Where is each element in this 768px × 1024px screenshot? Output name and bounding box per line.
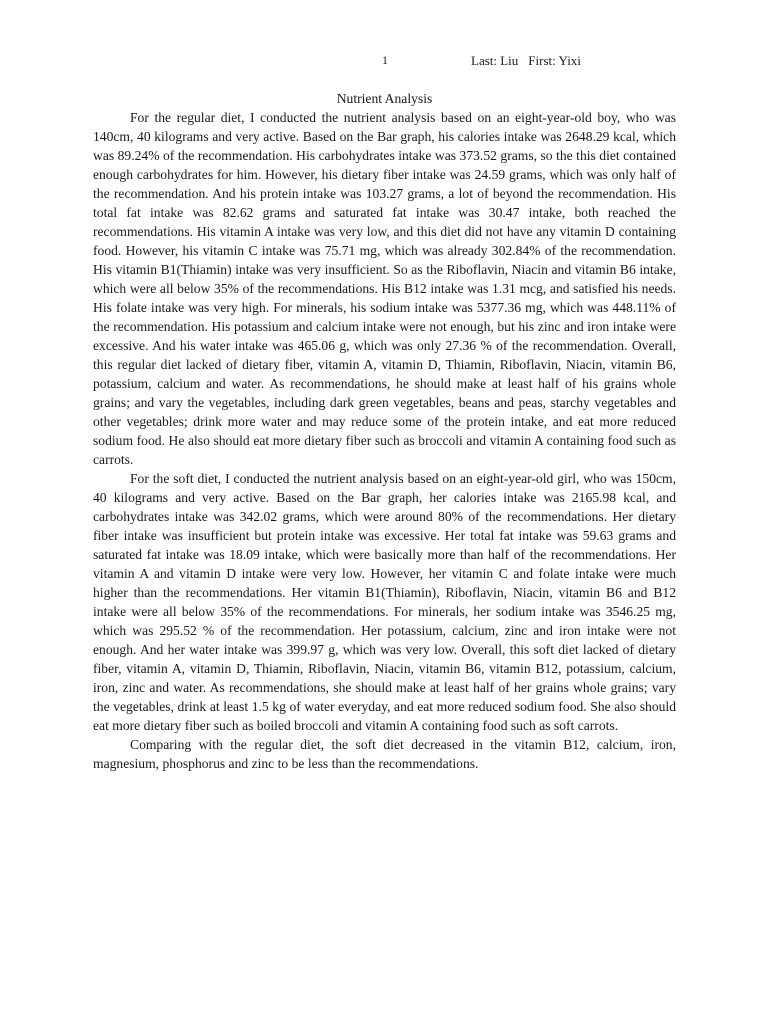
paragraph-soft-diet: For the soft diet, I conducted the nutrient analysis based on an eight-year-old girl, who was 150cm, 40 kilograms and very active. Based on the Bar graph, her calories intake was 2165.98 kcal, and carbohydrates intake was 342.02 grams, which were around 80% of the recommendations. Her dietary fiber intake was insufficient but protein intake was excessive. Her total fat intake was 59.63 grams and saturated fat intake was 18.09 intake, which were basically more than half of the recommendations. Her vitamin A and vitamin D intake were very low. However, her vitamin C and folate intake were much higher than the recommendations. Her vitamin B1(Thiamin), Riboflavin, Niacin, vitamin B6 and B12 intake were all below 35% of the recommendations. For minerals, her sodium intake was 3546.25 mg, which was 295.52 % of the recommendation. Her potassium, calcium, zinc and iron intake were not enough. And her water intake was 399.97 g, which was very low. Overall, this soft diet lacked of dietary fiber, vitamin A, vitamin D, Thiamin, Riboflavin, Niacin, vitamin B6, vitamin B12, potassium, calcium, iron, zinc and water. As recommendations, she should make at least half of her grains whole grains; vary the vegetables, drink at least 1.5 kg of water everyday, and eat more reduced sodium food. She also should eat more dietary fiber such as boiled broccoli and vitamin A containing food such as soft carrots. <box>93 471 676 733</box>
document-title: Nutrient Analysis <box>336 91 433 106</box>
name-header <box>471 53 581 68</box>
first-name: First: Yixi <box>528 53 581 68</box>
page-number: 1 <box>382 53 388 67</box>
paragraph-comparison: Comparing with the regular diet, the soft diet decreased in the vitamin B12, calcium, iron, magnesium, phosphorus and zinc to be less than the recommendations. <box>93 737 676 771</box>
last-name: Last: Liu <box>471 53 519 68</box>
document-body <box>93 89 676 773</box>
paragraph-regular-diet: For the regular diet, I conducted the nutrient analysis based on an eight-year-old boy, who was 140cm, 40 kilograms and very active. Based on the Bar graph, his calories intake was 2648.29 kcal, which was 89.24% of the recommendation. His carbohydrates intake was 373.52 grams, so the this diet contained enough carbohydrates for him. However, his dietary fiber intake was 24.59 grams, which was only half of the recommendation. And his protein intake was 103.27 grams, a lot of beyond the recommendation. His total fat intake was 82.62 grams and saturated fat intake was 30.47 intake, both reached the recommendations. His vitamin A intake was very low, and this diet did not have any vitamin D containing food. However, his vitamin C intake was 75.71 mg, which was already 302.84% of the recommendation. His vitamin B1(Thiamin) intake was very insufficient. So as the Riboflavin, Niacin and vitamin B6 intake, which were all below 35% of the recommendations. His B12 intake was 1.31 mcg, and satisfied his needs. His folate intake was very high. For minerals, his sodium intake was 5377.36 mg, which was 448.11% of the recommendation. His potassium and calcium intake were not enough, but his zinc and iron intake were excessive. And his water intake was 465.06 g, which was only 27.36 % of the recommendation. Overall, this regular diet lacked of dietary fiber, vitamin A, vitamin D, Thiamin, Riboflavin, Niacin, vitamin B6, potassium, calcium and water. As recommendations, he should make at least half of his grains whole grains; and vary the vegetables, including dark green vegetables, beans and peas, starchy vegetables and other vegetables; drink more water and may reduce some of the protein intake, and eat more reduced sodium food. He also should eat more dietary fiber such as broccoli and vitamin A containing food such as carrots. <box>93 110 676 467</box>
